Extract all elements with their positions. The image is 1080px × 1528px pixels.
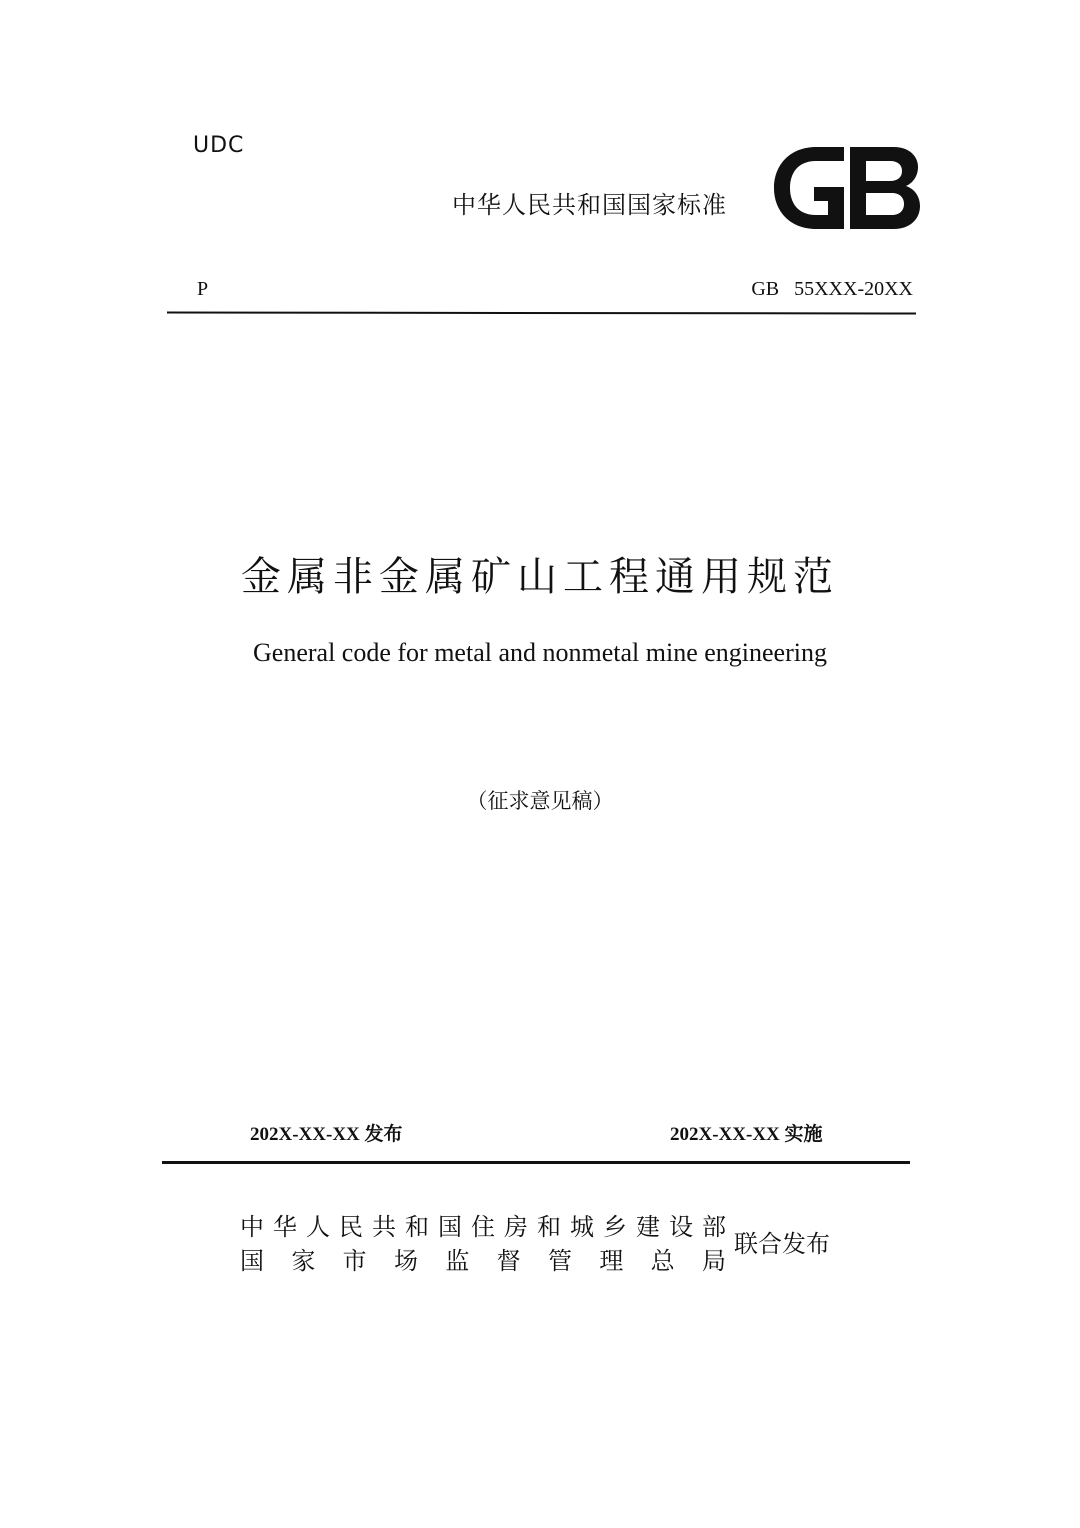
draft-status: （征求意见稿） <box>466 789 614 813</box>
issuer-ministry: 中 华 人 民 共 和 国 住 房 和 城 乡 建 设 部 <box>240 1213 726 1241</box>
implementation-date: 202X-XX-XX 实施 <box>670 1124 823 1145</box>
national-standard-heading: 中华人民共和国国家标准 <box>452 191 727 219</box>
standard-number: GB 55XXX-20XX <box>751 278 913 300</box>
udc-label: UDC <box>193 133 245 158</box>
header-divider <box>167 311 916 314</box>
footer-divider <box>162 1161 910 1164</box>
issuer-administration: 国 家 市 场 监 督 管 理 总 局 <box>240 1247 726 1275</box>
issue-date: 202X-XX-XX 发布 <box>250 1124 403 1145</box>
gb-logo <box>770 143 922 233</box>
title-english: General code for metal and nonmetal mine engineering <box>253 638 827 667</box>
title-chinese: 金属非金属矿山工程通用规范 <box>241 554 839 600</box>
classification-code: P <box>197 278 209 300</box>
joint-release-label: 联合发布 <box>734 1230 830 1258</box>
